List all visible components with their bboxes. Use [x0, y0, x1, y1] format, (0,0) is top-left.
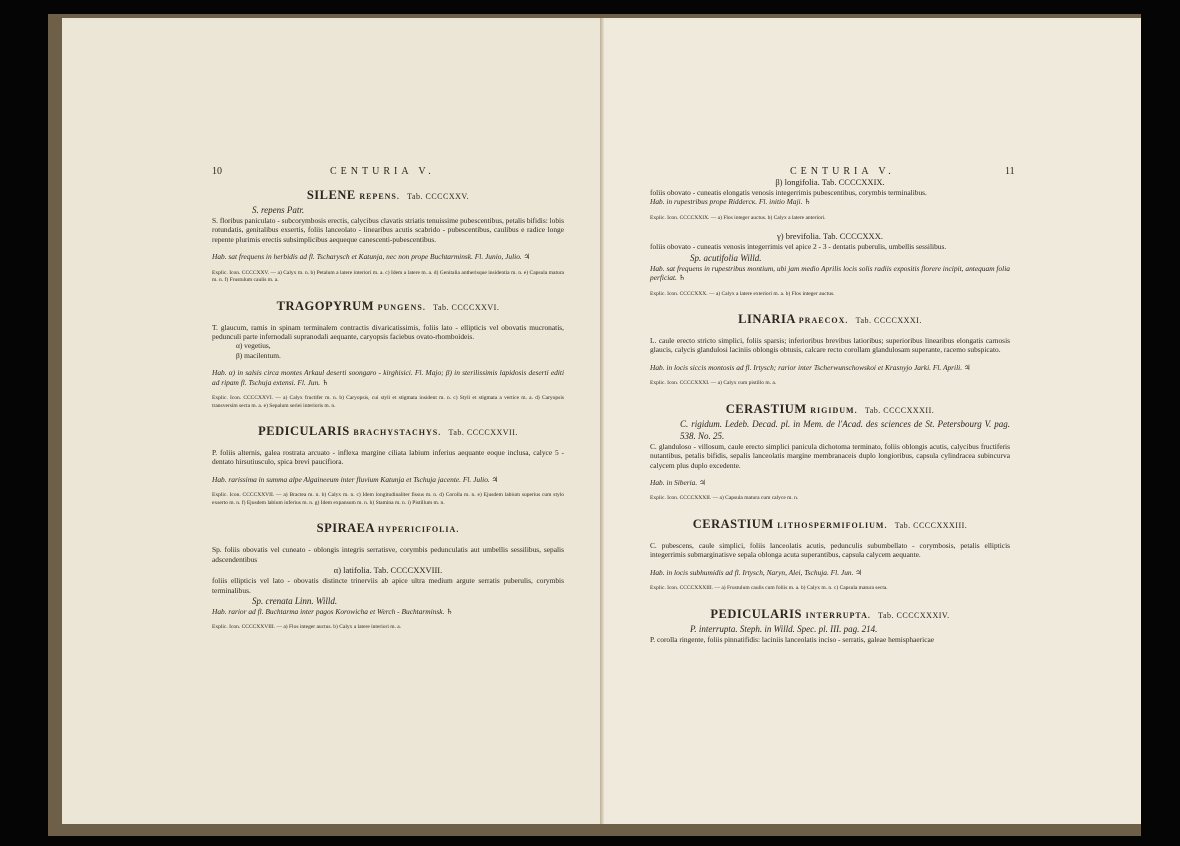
variety: α) vegetius,	[236, 341, 271, 351]
habitat: Hab. rarior ad fl. Buchtarma inter pagos Korowicha et Werch - Buchtarminsk. ♄	[212, 606, 453, 616]
entry-heading: LINARIA PRAECOX. Tab. CCCCXXXI.	[738, 312, 922, 327]
synonym: Sp. acutifolia Willd.	[690, 252, 762, 263]
explication: Explic. Icon. CCCCXXVIII. — a) Flos integer auctus. b) Calyx a latere interiori m. a.	[212, 624, 402, 631]
habitat: Hab. rarissima in summa alpe Algaineeum inter fluvium Katunja et Tschuja jacente. Fl. Julio. ♃	[212, 474, 499, 484]
synonym: C. rigidum. Ledeb. Decad. pl. in Mem. de l'Acad. des sciences de St. Petersbourg V. pag. 538. No. 25.	[680, 418, 1010, 441]
habitat: Hab. sat frequens in herbidis ad fl. Tscharysch et Katunja, nec non prope Buchtarminsk. Fl. Junio, Julio. ♃	[212, 252, 531, 262]
entry-heading: PEDICULARIS BRACHYSTACHYS. Tab. CCCCXXVII.	[258, 424, 518, 439]
description: C. pubescens, caule simplici, foliis lanceolatis acutis, pedunculis subumbellato - corymbosis, petalis ellipticis integerrimis submarginatisve sepala oblonga acuta superantibus, capsula calycem aequante.	[650, 540, 1010, 560]
entry-heading: SILENE REPENS. Tab. CCCCXXV.	[306, 188, 470, 202]
habitat: Hab. α) in salsis circa montes Arkaul deserti soongaro - kirghisici. Fl. Majo; β) in sterilissimis lapidosis deserti editi ad ripam fl. Tschuja extensi. Fl. Jun. ♄	[212, 368, 564, 387]
synonym: S. repens Patr.	[252, 205, 305, 215]
description: S. floribus paniculato - subcorymbosis erectis, calycibus clavatis striatis tenuissime pubescentibus, petalis bifidis: lobis rotundatis, genitalibus exsertis, foliis lanceolato - linearibus acutis scabrido - pubescentibus, caulibus e radice longe repente plurimis erectis subsimplicibus aequeque canescenti-pubescentibus.	[212, 216, 564, 244]
left-page-number: 10	[212, 166, 222, 177]
synonym: Sp. crenata Linn. Willd.	[252, 595, 338, 606]
right-page-number: 11	[1005, 166, 1015, 177]
description: Sp. foliis obovatis vel cuneato - oblongis integris serratisve, corymbis pedunculatis aut umbellis sessilibus, sepalis adscendentibus	[212, 545, 564, 564]
left-text-block	[212, 188, 564, 632]
habitat: Hab. in rupestribus prope Ridderск. Fl. initio Maji. ♄	[650, 197, 811, 207]
variety-description: foliis ellipticis vel lato - obovatis distincte trinerviis ab apice ultra medium argute serratis puberulis, corymbis terminalibus.	[212, 576, 564, 595]
explication: Explic. Icon. CCCCXXXIII. — a) Frustulum caulis cum foliis m. a. b) Calyx m. n. c) Capsula matura secta.	[650, 585, 888, 592]
variety-description: foliis obovato - cuneatis venosis integerrimis vel apice 2 - 3 - dentatis puberulis, umbellis sessilibus.	[650, 242, 947, 252]
explication: Explic. Icon. CCCCXXVII. — a) Bractea m. n. b) Calyx m. n. c) Idem longitudinaliter fissus m. n. d) Corolla m. n. e) Ejusdem labium superius cum stylo exserto m. n. f) Ejusdem labium inferius m. n. g) Idem expansum m. n. h) Stamina m. n. i) Pistillum m. n.	[212, 492, 564, 506]
right-running-head: CENTURIA V.	[790, 166, 895, 177]
variety-description: foliis obovato - cuneatis elongatis venosis integerrimis pubescentibus, corymbis terminalibus.	[650, 188, 927, 197]
variety-heading: β) longifolia. Tab. CCCCXXIX.	[775, 177, 885, 187]
habitat: Hab. in locis siccis montosis ad fl. Irtysch; rarior inter Tscherwunschowskoi et Krasnyjo Jarki. Fl. Aprili. ♃	[650, 362, 971, 372]
habitat: Hab. sat frequens in rupestribus montium, ubi jam medio Aprilis locis solis radiis expositis florere incipit, antequam folia perficiat. ♄	[650, 263, 1010, 283]
synonym: P. interrupta. Steph. in Willd. Spec. pl. III. pag. 214.	[690, 623, 878, 634]
right-page	[604, 18, 1141, 824]
left-running-head: CENTURIA V.	[330, 166, 435, 177]
variety-heading: γ) brevifolia. Tab. CCCCXXX.	[777, 231, 883, 242]
description: P. foliis alternis, galea rostrata arcuato - inflexa margine ciliata labium inferius aequante eoque inclusa, calyce 5 - dentato hirsutiusculo, spica brevi paucifiora.	[212, 448, 564, 467]
variety: β) macilentum.	[236, 350, 281, 360]
entry-heading: CERASTIUM LITHOSPERMIFOLIUM. Tab. CCCCXXXIII.	[692, 516, 968, 531]
left-page	[62, 18, 602, 824]
description: C. glanduloso - villosum, caule erecto simplici panicula dichotoma terminato, foliis oblongis acutis, calycibus fructiferis nutantibus, petalis bifidis, sepalis lanceolatis margine membranaceis duplo longioribus, capsula cylindracea subincurva calycem plus duplo excedente.	[650, 441, 1010, 470]
explication: Explic. Icon. CCCCXXXI. — a) Calyx cum pistillo m. a.	[650, 380, 777, 387]
explication: Explic. Icon. CCCCXXIX. — a) Flos integer auctus. b) Calyx a latere anteriori.	[650, 214, 826, 221]
entry-heading: CERASTIUM RIGIDUM. Tab. CCCCXXXII.	[725, 401, 935, 416]
entry-heading: TRAGOPYRUM PUNGENS. Tab. CCCCXXVI.	[276, 298, 500, 313]
right-text-block	[650, 176, 1010, 644]
variety-heading: α) latifolia. Tab. CCCCXXVIII.	[333, 565, 443, 576]
description: T. glaucum, ramis in spinam terminalem contractis divaricatissimis, foliis lato - ellipticis vel obovatis mucronatis, pedunculi parte infernodali supranodali aequante, caryopsis faciebus ovato-rhomboideis.	[212, 322, 564, 342]
description: L. caule erecto stricto simplici, foliis sparsis; inferioribus brevibus latioribus; superioribus linearibus elongatis carnosis glaucis, calycis glandulosi laciniis oblongis obtusis, calcare recto corollam glandulosam superante, racemo subspicato.	[650, 336, 1010, 355]
explication: Explic. Icon. CCCCXXVI. — a) Calyx fructifer m. n. b) Caryopsis, cui styli et stigmata insident m. n. c) Styli et stigmata a vertice m. a. d) Caryopsis transversim secta m. a. e) Sepalum seriei interioris m. n.	[212, 395, 564, 409]
explication: Explic. Icon. CCCCXXXII. — a) Capsula matura cum calyce m. n.	[650, 495, 799, 502]
entry-heading: PEDICULARIS INTERRUPTA. Tab. CCCCXXXIV.	[710, 606, 950, 621]
entry-heading: SPIRAEA HYPERICIFOLIA.	[316, 521, 460, 536]
habitat: Hab. in Siberia. ♃	[650, 477, 706, 487]
explication: Explic. Icon. CCCCXXX. — a) Calyx a latere exteriori m. a. b) Flos integer auctus.	[650, 290, 835, 297]
description: P. corolla ringente, foliis pinnatifidis: laciniis lanceolatis inciso - serratis, galeae hemisphaericae	[650, 634, 935, 644]
explication: Explic. Icon. CCCCXXV. — a) Calyx m. n. b) Petalum a latere interiori m. a. c) Idem a latere m. a. d) Genitalia antherisque insidentia m. n. e) Capsula matura m. n. f) Frustulum caulis m. a.	[212, 269, 564, 284]
habitat: Hab. in locis subhumidis ad fl. Irtysch, Naryn, Alei, Tschuja. Fl. Jun. ♃	[650, 567, 862, 577]
